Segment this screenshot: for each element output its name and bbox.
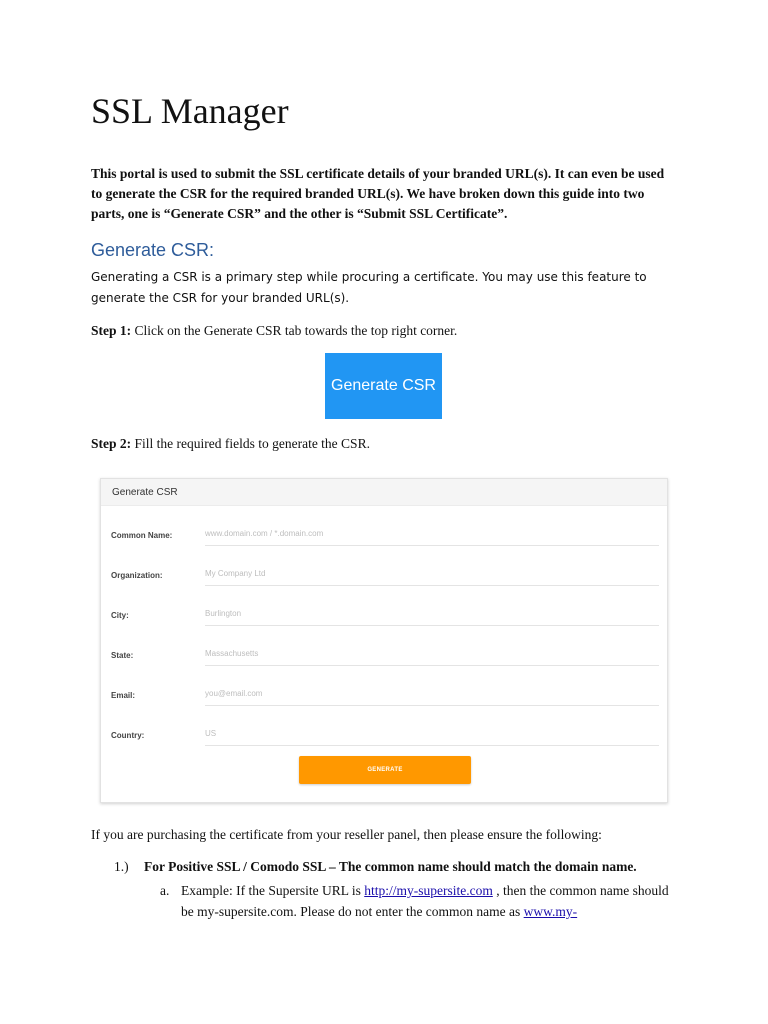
- step-1-text: Click on the Generate CSR tab towards the top right corner.: [134, 323, 458, 338]
- common-name-input[interactable]: [205, 521, 659, 546]
- list-sub-item-a: [160, 880, 680, 922]
- generate-submit-button[interactable]: GENERATE: [299, 756, 471, 784]
- sub-item-a-marker: a.: [160, 883, 170, 898]
- email-label: Email:: [111, 691, 136, 700]
- section-heading-generate-csr: Generate CSR:: [91, 240, 215, 260]
- common-name-label: Common Name:: [111, 531, 173, 540]
- step-1: [91, 322, 457, 340]
- list-item-1-text: For Positive SSL / Comodo SSL – The common name should match the domain name.: [144, 859, 637, 874]
- step-2-label: Step 2:: [91, 436, 132, 451]
- generate-csr-form: [100, 478, 668, 803]
- city-input[interactable]: [205, 601, 659, 626]
- form-row-state: [101, 637, 667, 677]
- generate-csr-tab-button[interactable]: Generate CSR: [325, 353, 442, 419]
- email-input[interactable]: [205, 681, 659, 706]
- intro-paragraph: This portal is used to submit the SSL certificate details of your branded URL(s). It can even be used to generate the CSR for the required branded URL(s). We have broken down this guide into two parts, one is “Generate CSR” and the other is “Submit SSL Certificate”.: [91, 166, 665, 221]
- form-header: Generate CSR: [101, 479, 667, 506]
- form-row-city: [101, 597, 667, 637]
- step-1-label: Step 1:: [91, 323, 132, 338]
- step-2: [91, 435, 370, 453]
- country-label: Country:: [111, 731, 145, 740]
- state-input[interactable]: [205, 641, 659, 666]
- sub-item-a-prefix: Example: If the Supersite URL is: [181, 883, 361, 898]
- country-input[interactable]: [205, 721, 659, 746]
- www-link[interactable]: www.my-: [523, 904, 578, 919]
- supersite-url-link[interactable]: http://my-supersite.com: [364, 883, 493, 898]
- state-label: State:: [111, 651, 134, 660]
- step-2-text: Fill the required fields to generate the CSR.: [134, 436, 370, 451]
- organization-input[interactable]: [205, 561, 659, 586]
- city-label: City:: [111, 611, 129, 620]
- organization-label: Organization:: [111, 571, 163, 580]
- section-description: Generating a CSR is a primary step while procuring a certificate. You may use this feature to generate the CSR for your branded URL(s).: [91, 270, 647, 305]
- form-row-country: [101, 717, 667, 757]
- form-row-organization: [101, 557, 667, 597]
- form-row-email: [101, 677, 667, 717]
- list-item-1-marker: 1.): [114, 859, 129, 874]
- page-title: SSL Manager: [91, 91, 289, 131]
- sub-item-a-middle: , then the common name should be my-supersite.com. Please do not enter the common name as: [181, 883, 669, 919]
- form-row-common-name: [101, 517, 667, 557]
- list-item-1: [114, 859, 674, 875]
- purchase-note: If you are purchasing the certificate from your reseller panel, then please ensure the following:: [91, 827, 602, 842]
